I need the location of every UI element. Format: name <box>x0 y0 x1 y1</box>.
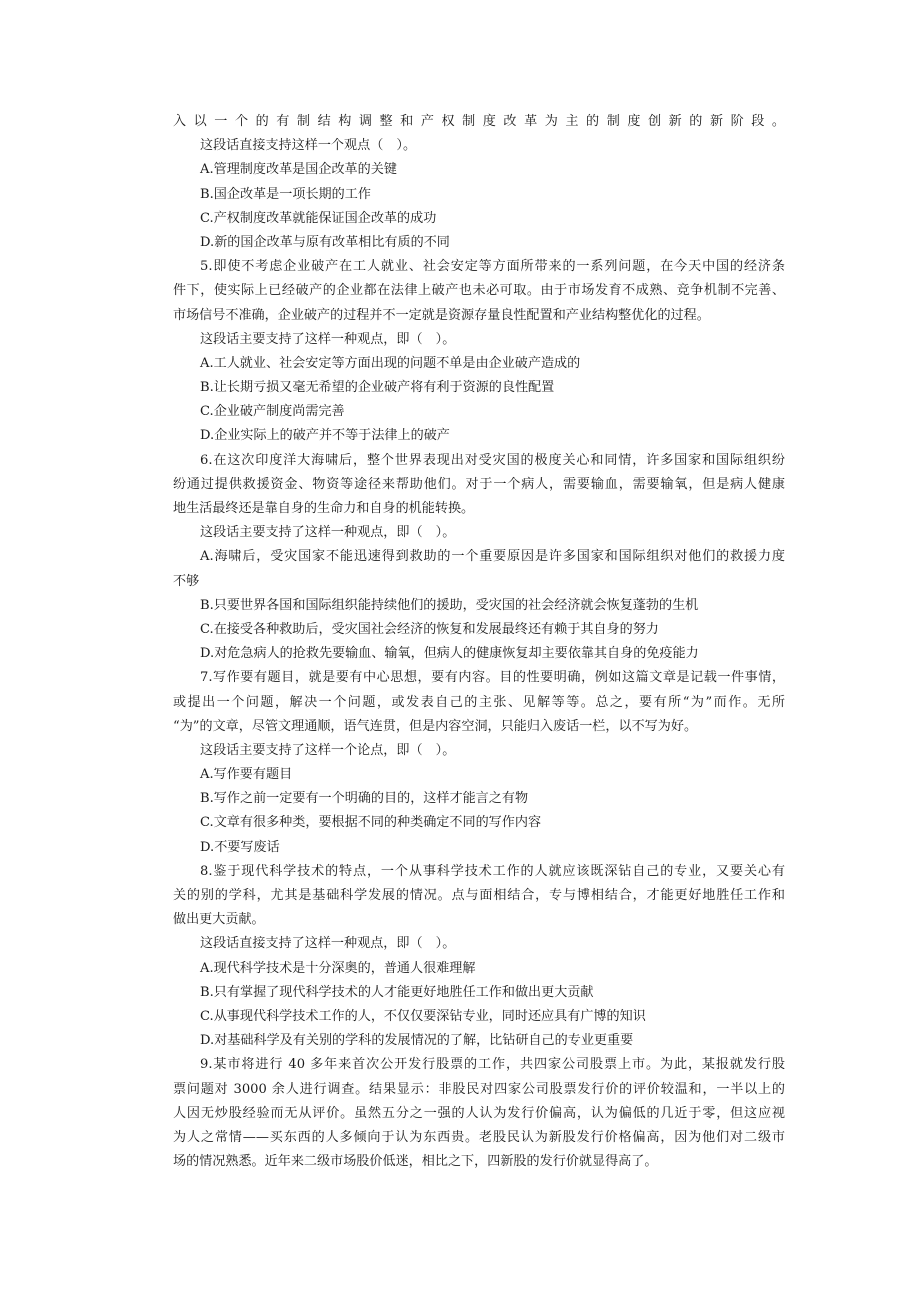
question-6-line: 纷通过提供救援资金、物资等途径来帮助他们。对于一个病人，需要输血，需要输氧，但是病人健康 <box>173 476 785 492</box>
option-c: C.企业破产制度尚需完善 <box>200 404 345 420</box>
option-d: D.企业实际上的破产并不等于法律上的破产 <box>200 428 450 444</box>
paragraph-line: 入以一个的有制结构调整和产权制度改革为主的制度创新的新阶段。 <box>173 114 785 129</box>
option-a-continued: 不够 <box>173 573 200 589</box>
option-b: B.让长期亏损又毫无希望的企业破产将有利于资源的良性配置 <box>200 380 555 396</box>
option-d: D.对危急病人的抢救先要输血、输氧，但病人的健康恢复却主要依靠其自身的免疫能力 <box>200 646 699 662</box>
question-6-line: 地生活最终还是靠自身的生命力和自身的机能转换。 <box>173 501 475 516</box>
question-stem: 这段话直接支持这样一个观点（ ）。 <box>200 138 417 154</box>
question-stem: 这段话主要支持了这样一个论点，即（ ）。 <box>200 742 456 758</box>
question-stem: 这段话直接支持了这样一种观点，即（ ）。 <box>200 936 456 952</box>
option-c: C.产权制度改革就能保证国企改革的成功 <box>200 210 437 226</box>
option-b: B.只有掌握了现代科学技术的人才能更好地胜任工作和做出更大贡献 <box>200 984 594 1000</box>
option-a: A.管理制度改革是国企改革的关键 <box>200 162 397 178</box>
question-9-line: 9.某市将进行 40 多年来首次公开发行股票的工作，共四家公司股票上市。为此，某报就发行股 <box>200 1057 785 1073</box>
question-7-line: 7.写作要有题目，就是要有中心思想，要有内容。目的性要明确，例如这篇文章是记载一件事情， <box>200 670 785 686</box>
question-6-line: 6.在这次印度洋大海啸后，整个世界表现出对受灾国的极度关心和同情，许多国家和国际组织纷 <box>200 452 785 468</box>
option-d: D.新的国企改革与原有改革相比有质的不同 <box>200 234 450 250</box>
document-page <box>173 110 785 1174</box>
question-9-line: 场的情况熟悉。近年来二级市场股价低迷，相比之下，四新股的发行价就显得高了。 <box>173 1154 658 1170</box>
option-b: B.国企改革是一项长期的工作 <box>200 186 371 202</box>
option-c: C.从事现代科学技术工作的人，不仅仅要深钻专业，同时还应具有广博的知识 <box>200 1008 646 1024</box>
option-b: B.写作之前一定要有一个明确的目的，这样才能言之有物 <box>200 791 529 807</box>
question-9-line: 票问题对 3000 余人进行调查。结果显示：非股民对四家公司股票发行价的评价较温和，一半以上的 <box>173 1081 785 1097</box>
question-8-line: 8.鉴于现代科学技术的特点，一个从事科学技术工作的人就应该既深钻自己的专业，又要关心有 <box>200 863 785 879</box>
question-5-line: 件下，使实际上已经破产的企业都在法律上破产也未必可取。由于市场发育不成熟、竞争机制不完善、 <box>173 283 785 299</box>
option-c: C.文章有很多种类，要根据不同的种类确定不同的写作内容 <box>200 815 542 831</box>
question-5-line: 5.即使不考虑企业破产在工人就业、社会安定等方面所带来的一系列问题，在今天中国的经济条 <box>200 259 785 275</box>
option-c: C.在接受各种救助后，受灾国社会经济的恢复和发展最终还有赖于其自身的努力 <box>200 621 659 637</box>
option-a: A.海啸后，受灾国家不能迅速得到救助的一个重要原因是许多国家和国际组织对他们的救援力度 <box>200 549 785 565</box>
question-stem: 这段话主要支持了这样一种观点，即（ ）。 <box>200 525 456 541</box>
question-8-line: 关的别的学科，尤其是基础科学发展的情况。点与面相结合，专与博相结合，才能更好地胜任工作和 <box>173 888 785 903</box>
option-d: D.对基础科学及有关别的学科的发展情况的了解，比钻研自己的专业更重要 <box>200 1033 634 1049</box>
question-9-line: 为人之常情——买东西的人多倾向于认为东西贵。老股民认为新股发行价格偏高，因为他们对二级市 <box>173 1129 785 1145</box>
question-5-line: 市场信号不准确，企业破产的过程并不一定就是资源存量良性配置和产业结构整优化的过程。 <box>173 307 710 323</box>
option-a: A.现代科学技术是十分深奥的，普通人很难理解 <box>200 960 476 976</box>
question-9-line: 人因无炒股经验而无从评价。虽然五分之一强的人认为发行价偏高，认为偏低的几近于零，但这应视 <box>173 1105 785 1121</box>
question-8-line: 做出更大贡献。 <box>173 912 265 928</box>
option-b: B.只要世界各国和国际组织能持续他们的援助，受灾国的社会经济就会恢复蓬勃的生机 <box>200 597 699 613</box>
option-a: A.工人就业、社会安定等方面出现的问题不单是由企业破产造成的 <box>200 355 581 371</box>
question-7-line: 或提出一个问题，解决一个问题，或发表自己的主张、见解等等。总之，要有所“为”而作。无所 <box>173 694 785 710</box>
option-d: D.不要写废话 <box>200 839 280 855</box>
question-7-line: “为”的文章，尽管文理通顺，语气连贯，但是内容空洞，只能归入废话一栏，以不写为好。 <box>173 718 698 734</box>
question-stem: 这段话主要支持了这样一种观点，即（ ）。 <box>200 331 456 347</box>
option-a: A.写作要有题目 <box>200 767 293 783</box>
